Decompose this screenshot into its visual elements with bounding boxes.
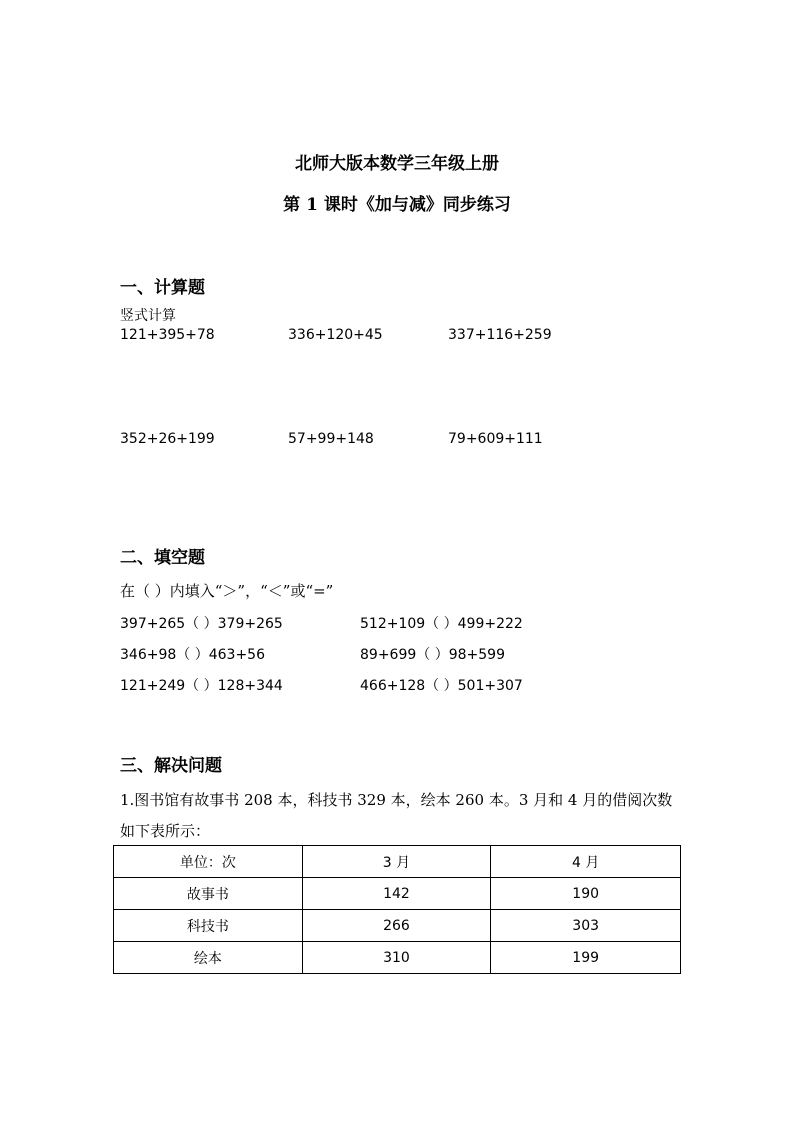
compare-item: 89+699（ ）98+599: [360, 647, 505, 663]
table-cell: 266: [302, 910, 491, 942]
table-row: [114, 878, 681, 910]
page-title: 北师大版本数学三年级上册: [295, 154, 499, 174]
calc-problem: 121+395+78: [120, 327, 215, 343]
table-cell: 故事书: [114, 878, 303, 910]
table-cell: 199: [491, 942, 681, 974]
table-header-cell: 3 月: [302, 846, 491, 878]
section-heading-calculation: 一、计算题: [120, 278, 205, 298]
borrow-table: [113, 845, 681, 974]
table-cell: 190: [491, 878, 681, 910]
table-cell: 310: [302, 942, 491, 974]
compare-item: 121+249（ ）128+344: [120, 678, 283, 694]
table-header-row: [114, 846, 681, 878]
section-heading-problem-solving: 三、解决问题: [120, 756, 222, 776]
compare-item: 512+109（ ）499+222: [360, 616, 523, 632]
table-row: [114, 942, 681, 974]
calc-problem: 79+609+111: [448, 431, 543, 447]
section-instruction: 竖式计算: [120, 308, 176, 324]
table-row: [114, 910, 681, 942]
table-cell: 绘本: [114, 942, 303, 974]
table-cell: 142: [302, 878, 491, 910]
table-header-cell: 4 月: [491, 846, 681, 878]
compare-item: 466+128（ ）501+307: [360, 678, 523, 694]
page-subtitle: 第 1 课时《加与减》同步练习: [283, 195, 511, 215]
table-header-cell: 单位：次: [114, 846, 303, 878]
table-cell: 科技书: [114, 910, 303, 942]
calc-problem: 336+120+45: [288, 327, 383, 343]
problem-text-line2: 如下表所示：: [120, 822, 211, 840]
problem-text-line1: 1.图书馆有故事书 208 本，科技书 329 本，绘本 260 本。3 月和 4 月的借阅次数: [120, 791, 673, 809]
section-heading-fill-blank: 二、填空题: [120, 548, 205, 568]
table-cell: 303: [491, 910, 681, 942]
compare-item: 346+98（ ）463+56: [120, 647, 265, 663]
compare-item: 397+265（ ）379+265: [120, 616, 283, 632]
calc-problem: 352+26+199: [120, 431, 215, 447]
calc-problem: 337+116+259: [448, 327, 552, 343]
calc-problem: 57+99+148: [288, 431, 374, 447]
section-instruction: 在（ ）内填入“＞”，“＜”或“=”: [120, 582, 334, 600]
